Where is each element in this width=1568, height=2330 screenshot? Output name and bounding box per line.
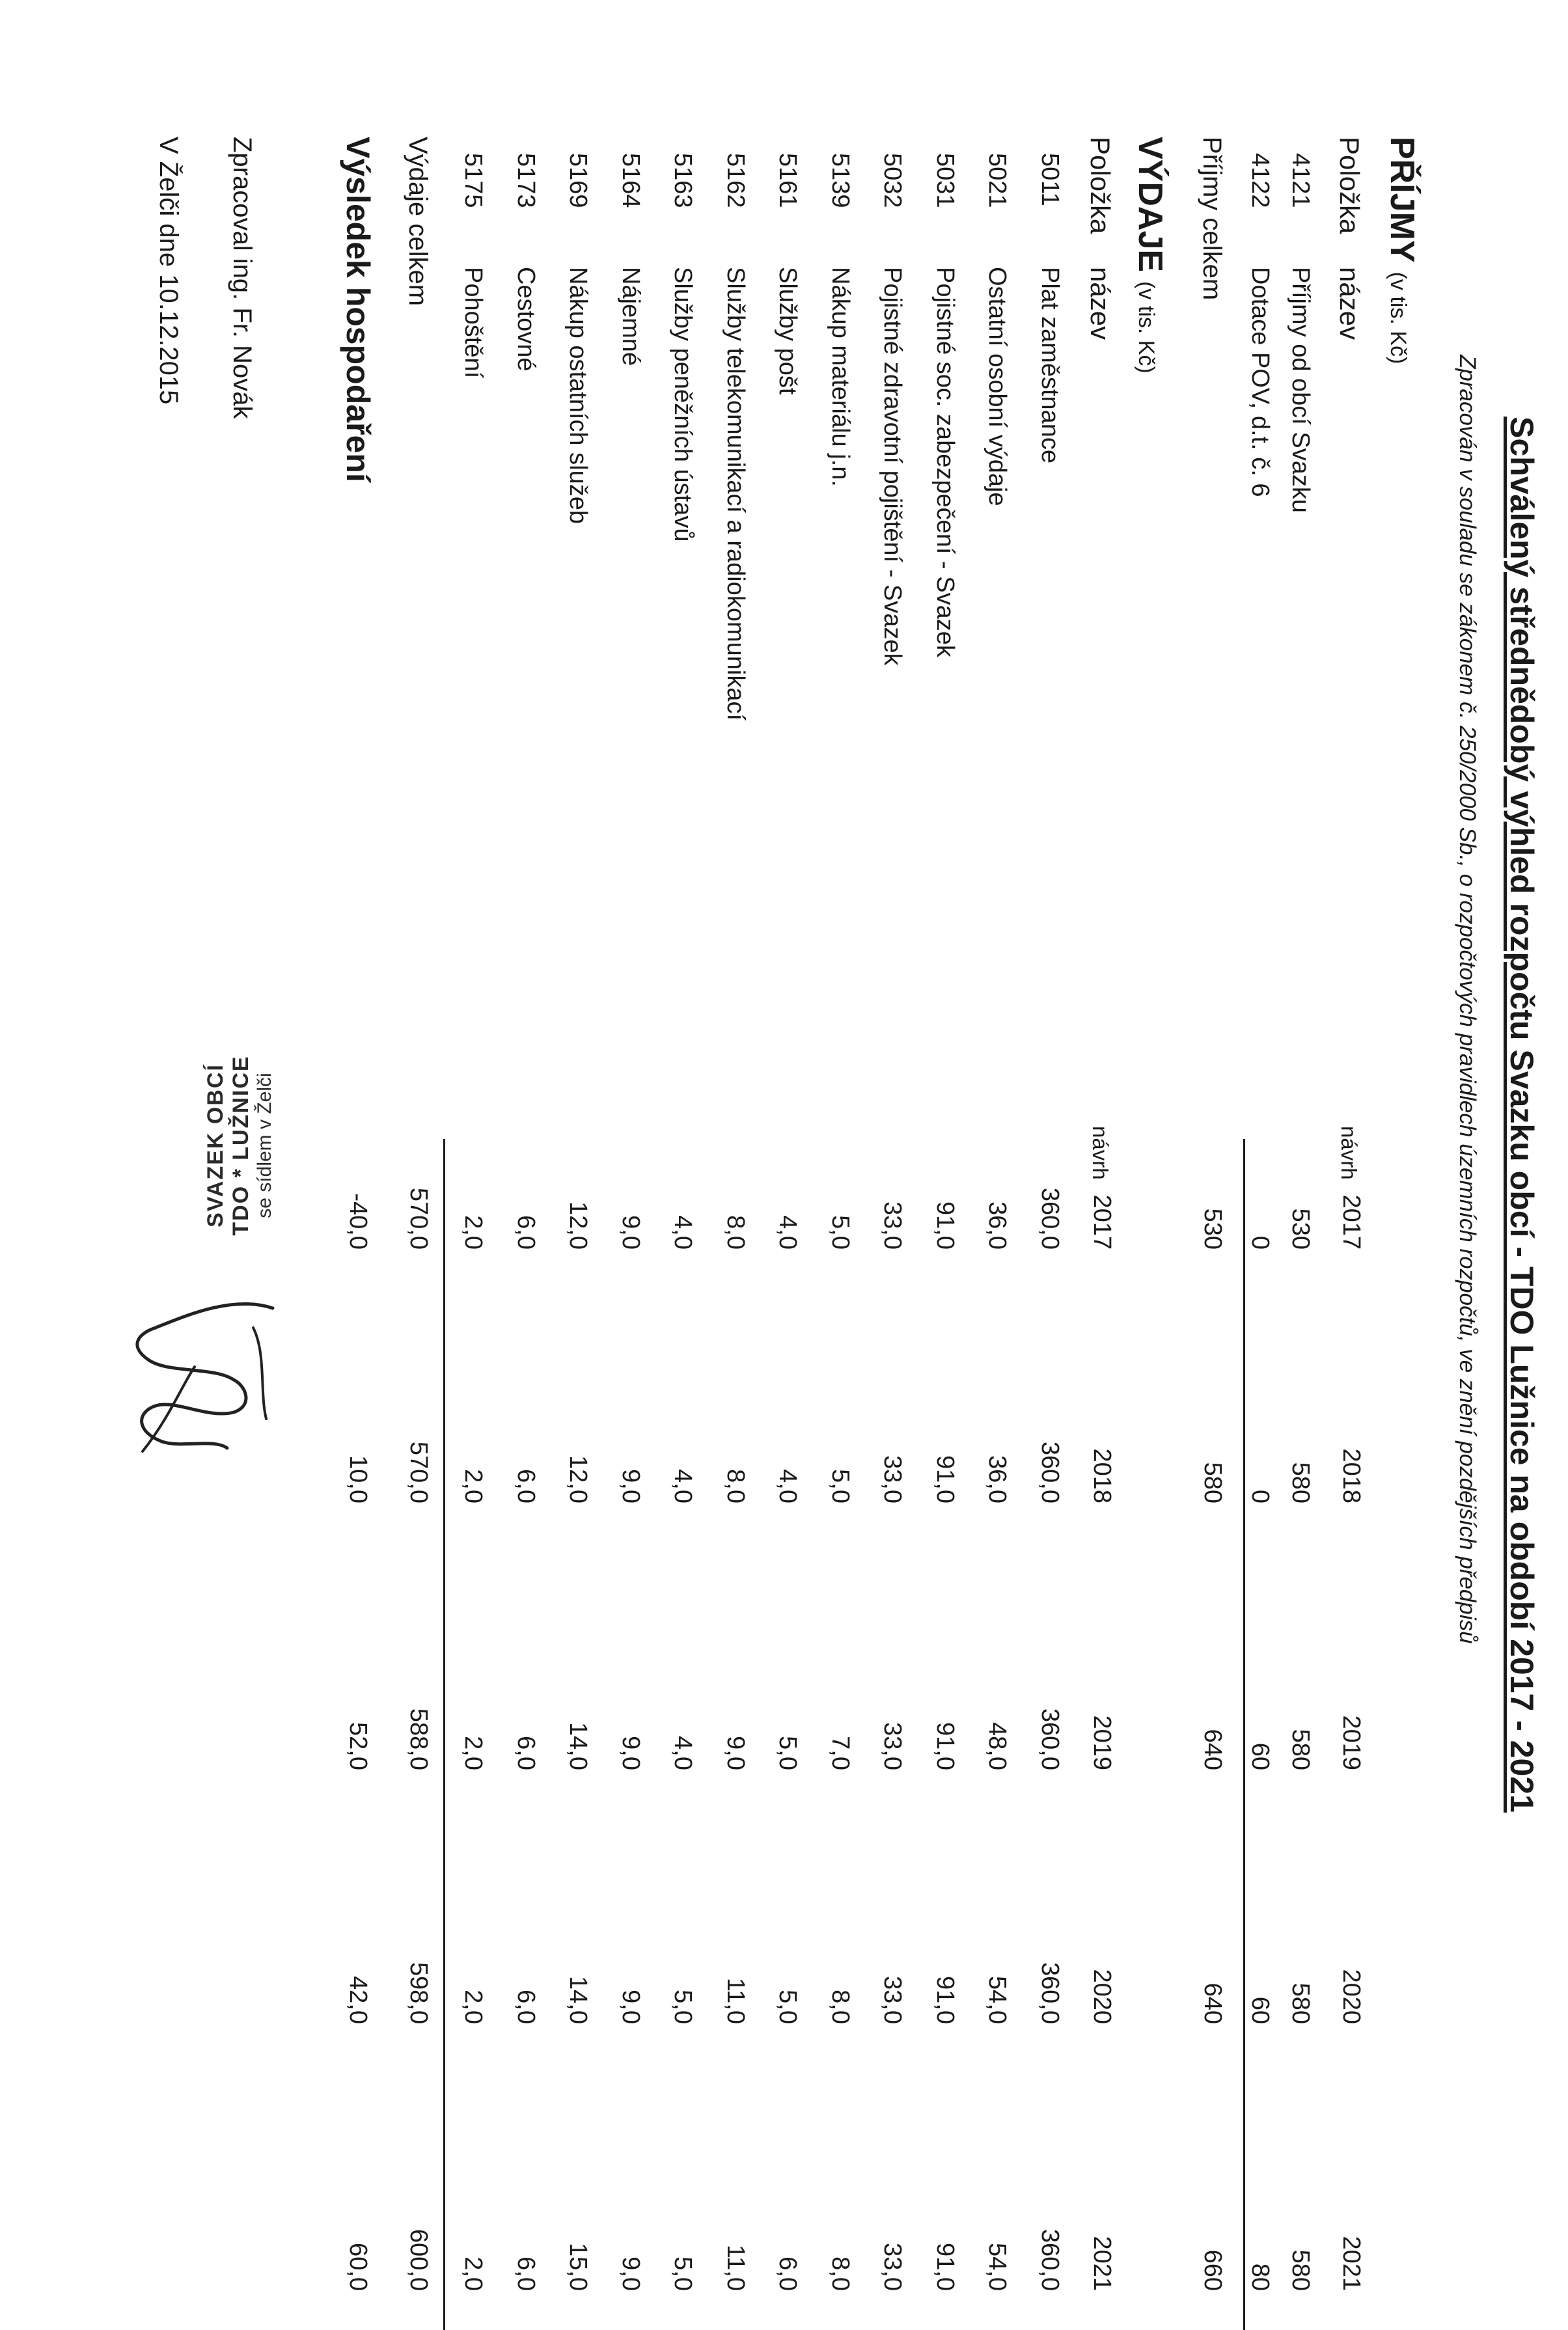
handwritten-signature [117, 1289, 292, 1458]
vydaje-value-5139-2021: 8,0 [827, 2256, 854, 2291]
vydaje-value-5163-2017: 4,0 [669, 1215, 696, 1250]
vydaje-value-5164-2019: 9,0 [617, 1736, 644, 1770]
vydaje-value-5032-2021: 33,0 [879, 2243, 906, 2291]
prijmy-value-4121-2019: 580 [1287, 1729, 1314, 1770]
document-subtitle: Zpracován v souladu se zákonem č. 250/2000 Sb., o rozpočtových pravidlech územních rozpočtů, ve znění pozdějších předpisů [1455, 355, 1480, 1644]
vydaje-nazev-5173: Cestovné [512, 267, 540, 372]
vydaje-value-5175-2020: 2,0 [460, 1990, 487, 2024]
vydaje-polozka-5032: 5032 [879, 153, 906, 208]
vydaje-value-5139-2020: 8,0 [827, 1990, 854, 2024]
year-header-2020: 2020 [1338, 1969, 1365, 2024]
footer-zpracoval: Zpracoval ing. Fr. Novák [228, 137, 256, 419]
vydaje-value-5021-2021: 54,0 [983, 2243, 1011, 2291]
vydaje-value-5021-2018: 36,0 [983, 1455, 1011, 1503]
vydaje-nazev-5169: Nákup ostatních služeb [564, 267, 592, 525]
vydaje-navrh-label: návrh [1088, 1126, 1112, 1180]
year-header-2018: 2018 [1088, 1448, 1116, 1503]
vydaje-polozka-5175: 5175 [460, 153, 487, 208]
vydaje-value-5161-2018: 4,0 [774, 1469, 801, 1503]
prijmy-navrh-label: návrh [1337, 1126, 1361, 1180]
vydaje-value-5031-2019: 91,0 [931, 1722, 959, 1770]
vydaje-value-5139-2017: 5,0 [827, 1215, 854, 1250]
vysledek-label: Výsledek hospodaření [340, 137, 376, 482]
vydaje-value-5161-2021: 6,0 [774, 2256, 801, 2291]
year-header-2017: 2017 [1338, 1194, 1365, 1250]
vydaje-nazev-5011: Plat zaměstnance [1036, 267, 1064, 464]
vydaje-total-2021: 600,0 [405, 2228, 432, 2291]
vydaje-value-5021-2020: 54,0 [983, 1976, 1011, 2024]
vysledek-2019: 52,0 [344, 1722, 372, 1770]
vydaje-value-5169-2017: 12,0 [564, 1201, 592, 1250]
vydaje-nazev-5163: Služby peněžních ústavů [669, 267, 696, 542]
vydaje-heading-text: VÝDAJE [1131, 137, 1169, 273]
vydaje-value-5032-2018: 33,0 [879, 1455, 906, 1503]
vydaje-value-5021-2019: 48,0 [983, 1722, 1011, 1770]
prijmy-total-2017: 530 [1199, 1208, 1226, 1250]
vydaje-value-5031-2021: 91,0 [931, 2243, 959, 2291]
vydaje-value-5169-2020: 14,0 [564, 1976, 592, 2024]
vydaje-value-5139-2018: 5,0 [827, 1469, 854, 1503]
vydaje-polozka-5164: 5164 [617, 153, 644, 208]
vydaje-value-5163-2019: 4,0 [669, 1736, 696, 1770]
vydaje-total-2017: 570,0 [405, 1187, 432, 1250]
vydaje-total-2020: 598,0 [405, 1962, 432, 2024]
vydaje-value-5173-2021: 6,0 [512, 2256, 540, 2291]
vydaje-total-label: Výdaje celkem [404, 137, 432, 307]
prijmy-heading [1382, 137, 1422, 364]
vydaje-polozka-5021: 5021 [983, 153, 1011, 208]
vydaje-value-5175-2019: 2,0 [460, 1736, 487, 1770]
vysledek-2018: 10,0 [344, 1455, 372, 1503]
prijmy-value-4122-2021: 80 [1246, 2263, 1274, 2291]
vydaje-value-5175-2017: 2,0 [460, 1215, 487, 1250]
vydaje-value-5163-2020: 5,0 [669, 1990, 696, 2024]
year-header-2019: 2019 [1338, 1715, 1365, 1770]
vydaje-value-5173-2018: 6,0 [512, 1469, 540, 1503]
stamp-line-2: TDO * LUŽNICE [228, 1055, 253, 1236]
prijmy-nazev-4121: Příjmy od obcí Svazku [1287, 267, 1314, 514]
year-header-2021: 2021 [1338, 2236, 1365, 2291]
vydaje-total-2018: 570,0 [405, 1441, 432, 1503]
vydaje-unit: (v tis. Kč) [1134, 281, 1159, 374]
year-header-2021: 2021 [1088, 2236, 1116, 2291]
vydaje-nazev-5162: Služby telekomunikací a radiokomunikací [722, 267, 749, 721]
vysledek-2021: 60,0 [344, 2243, 372, 2291]
vydaje-col-nazev: název [1085, 267, 1116, 340]
vydaje-value-5031-2017: 91,0 [931, 1201, 959, 1250]
vydaje-value-5162-2018: 8,0 [722, 1469, 749, 1503]
vydaje-value-5162-2021: 11,0 [722, 2244, 749, 2291]
vydaje-nazev-5164: Nájemné [617, 267, 644, 366]
year-header-2018: 2018 [1338, 1448, 1365, 1503]
vydaje-heading [1131, 137, 1170, 374]
stamp-line-3: se sídlem v Želči [254, 1073, 275, 1218]
vydaje-value-5164-2017: 9,0 [617, 1215, 644, 1250]
prijmy-value-4121-2021: 580 [1287, 2249, 1314, 2291]
document-title: Schválený střednědobý výhled rozpočtu Svazku obcí - TDO Lužnice na období 2017 - 2021 [1504, 417, 1540, 1813]
vydaje-value-5162-2020: 11,0 [722, 1977, 749, 2024]
vydaje-polozka-5031: 5031 [931, 153, 959, 208]
year-header-2019: 2019 [1088, 1715, 1116, 1770]
vydaje-value-5163-2021: 5,0 [669, 2256, 696, 2291]
vydaje-value-5032-2020: 33,0 [879, 1976, 906, 2024]
vydaje-value-5163-2018: 4,0 [669, 1469, 696, 1503]
vydaje-polozka-5173: 5173 [512, 153, 540, 208]
prijmy-total-2020: 640 [1199, 1982, 1226, 2024]
vydaje-nazev-5021: Ostatní osobní výdaje [983, 267, 1011, 506]
vydaje-value-5011-2020: 360,0 [1036, 1962, 1064, 2024]
prijmy-sum-line [1243, 1139, 1245, 2330]
vydaje-value-5164-2020: 9,0 [617, 1990, 644, 2024]
vysledek-2017: -40,0 [344, 1193, 372, 1250]
vydaje-sum-line [443, 1139, 445, 2330]
footer-datum: V Želči dne 10.12.2015 [154, 137, 183, 405]
vydaje-polozka-5161: 5161 [774, 153, 801, 208]
vydaje-value-5164-2018: 9,0 [617, 1469, 644, 1503]
vydaje-value-5175-2018: 2,0 [460, 1469, 487, 1503]
year-header-2017: 2017 [1088, 1194, 1116, 1250]
vydaje-polozka-5162: 5162 [722, 153, 749, 208]
vydaje-value-5169-2021: 15,0 [564, 2243, 592, 2291]
prijmy-value-4121-2018: 580 [1287, 1462, 1314, 1503]
vydaje-nazev-5161: Služby pošt [774, 267, 801, 395]
prijmy-total-label: Příjmy celkem [1198, 137, 1226, 301]
vydaje-value-5173-2017: 6,0 [512, 1215, 540, 1250]
vydaje-value-5021-2017: 36,0 [983, 1201, 1011, 1250]
vydaje-nazev-5139: Nákup materiálu j.n. [827, 267, 854, 487]
vydaje-polozka-5169: 5169 [564, 153, 592, 208]
vydaje-value-5011-2017: 360,0 [1036, 1187, 1064, 1250]
vydaje-value-5161-2019: 5,0 [774, 1736, 801, 1770]
vydaje-value-5011-2019: 360,0 [1036, 1708, 1064, 1770]
vydaje-polozka-5139: 5139 [827, 153, 854, 208]
vysledek-2020: 42,0 [344, 1976, 372, 2024]
vydaje-nazev-5031: Pojistné soc. zabezpečení - Svazek [931, 267, 959, 657]
vydaje-value-5031-2018: 91,0 [931, 1455, 959, 1503]
prijmy-total-2021: 660 [1199, 2249, 1226, 2291]
prijmy-value-4122-2019: 60 [1246, 1742, 1274, 1770]
prijmy-polozka-4122: 4122 [1246, 153, 1274, 208]
vydaje-value-5011-2018: 360,0 [1036, 1441, 1064, 1503]
vydaje-value-5161-2017: 4,0 [774, 1215, 801, 1250]
vydaje-value-5173-2019: 6,0 [512, 1736, 540, 1770]
vydaje-value-5032-2019: 33,0 [879, 1722, 906, 1770]
prijmy-unit: (v tis. Kč) [1386, 271, 1410, 364]
prijmy-value-4122-2017: 0 [1246, 1235, 1274, 1250]
vydaje-value-5162-2019: 9,0 [722, 1736, 749, 1770]
prijmy-value-4122-2018: 0 [1246, 1489, 1274, 1503]
vydaje-value-5031-2020: 91,0 [931, 1976, 959, 2024]
vydaje-nazev-5175: Pohoštění [460, 267, 487, 379]
vydaje-value-5011-2021: 360,0 [1036, 2228, 1064, 2291]
stamp-line-1: SVAZEK OBCÍ [203, 1063, 228, 1227]
vydaje-value-5164-2021: 9,0 [617, 2256, 644, 2291]
prijmy-value-4121-2020: 580 [1287, 1982, 1314, 2024]
organization-stamp [203, 1015, 276, 1276]
vydaje-value-5169-2019: 14,0 [564, 1722, 592, 1770]
vydaje-value-5139-2019: 7,0 [827, 1736, 854, 1770]
vydaje-col-polozka: Položka [1085, 137, 1116, 234]
year-header-2020: 2020 [1088, 1969, 1116, 2024]
vydaje-polozka-5163: 5163 [669, 153, 696, 208]
vydaje-value-5161-2020: 5,0 [774, 1990, 801, 2024]
vydaje-value-5175-2021: 2,0 [460, 2256, 487, 2291]
prijmy-col-polozka: Položka [1334, 137, 1365, 234]
prijmy-polozka-4121: 4121 [1287, 153, 1314, 208]
prijmy-value-4121-2017: 530 [1287, 1208, 1314, 1250]
prijmy-col-nazev: název [1334, 267, 1365, 340]
prijmy-total-2018: 580 [1199, 1462, 1226, 1503]
vydaje-value-5162-2017: 8,0 [722, 1215, 749, 1250]
vydaje-total-2019: 588,0 [405, 1708, 432, 1770]
prijmy-value-4122-2020: 60 [1246, 1996, 1274, 2024]
vydaje-value-5169-2018: 12,0 [564, 1455, 592, 1503]
prijmy-total-2019: 640 [1199, 1729, 1226, 1770]
vydaje-nazev-5032: Pojistné zdravotní pojištění - Svazek [879, 267, 906, 666]
prijmy-heading-text: PŘÍJMY [1383, 137, 1421, 263]
vydaje-polozka-5011: 5011 [1036, 153, 1064, 206]
vydaje-value-5032-2017: 33,0 [879, 1201, 906, 1250]
vydaje-value-5173-2020: 6,0 [512, 1990, 540, 2024]
prijmy-nazev-4122: Dotace POV, d.t. č. 6 [1246, 267, 1274, 497]
